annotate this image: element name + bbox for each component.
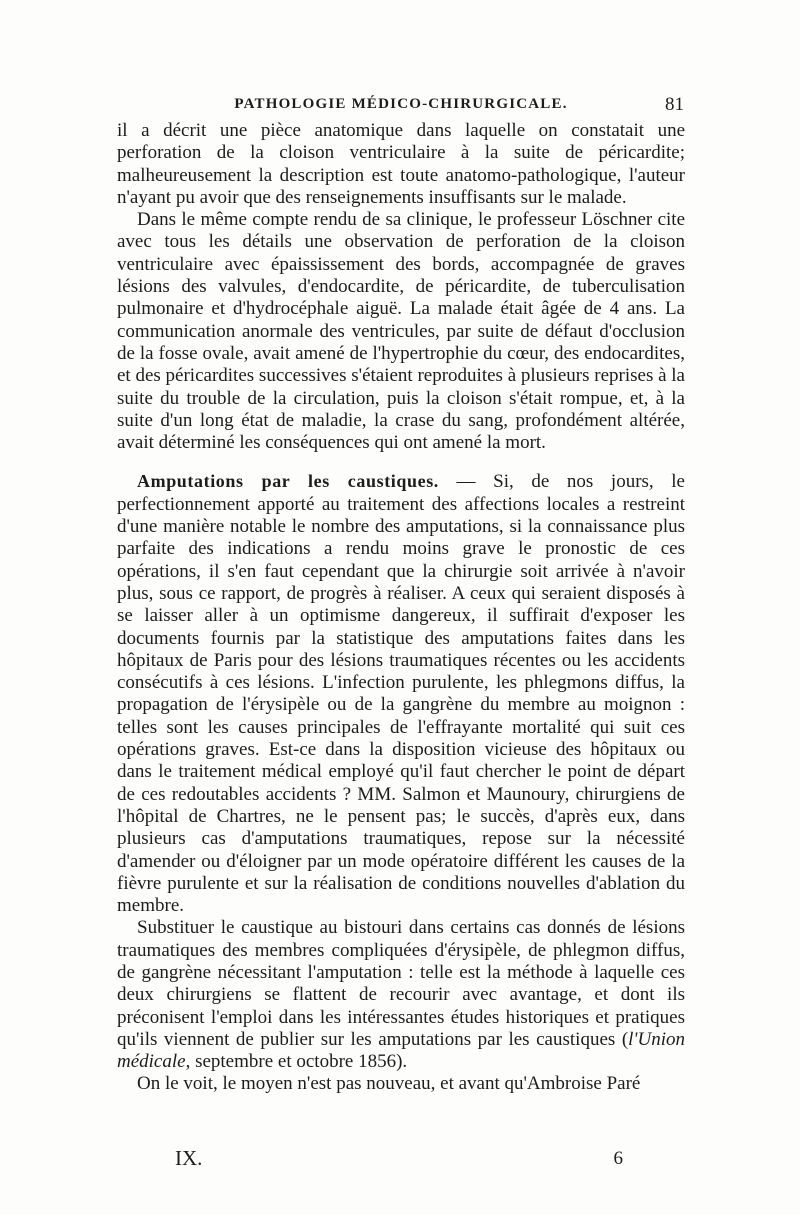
running-head bbox=[118, 96, 684, 122]
section-paragraph bbox=[117, 470, 685, 917]
page-footer bbox=[117, 1146, 685, 1176]
section-heading: Amputations par les caustiques. bbox=[137, 471, 439, 492]
paragraph: il a décrit une pièce anatomique dans laquelle on constatait une perforation de la cloison ventriculaire à la suite de péricardite; malheureusement la description est toute anatomo-pathologique, l'auteur n'ayant pu avoir que des renseignements insuffisants sur le malade. bbox=[117, 120, 685, 208]
journal-citation: l'Union médicale bbox=[117, 1028, 685, 1073]
paragraph-text: Substituer le caustique au bistouri dans certains cas donnés de lésions traumatiques des membres compliquées d'érysipèle, de phlegmon diffus, de gangrène nécessitant l'amputation : telle est la méthode à laquelle ces deux chirurgiens se flattent de recourir avec avantage, et dont ils préconisent l'emploi dans les intéressantes études historiques et pratiques qu'ils viennent de publier sur les amputations par les caustiques ( bbox=[117, 917, 685, 1050]
paragraph bbox=[117, 917, 685, 1073]
paragraph: On le voit, le moyen n'est pas nouveau, et avant qu'Ambroise Paré bbox=[137, 1073, 641, 1095]
running-title: PATHOLOGIE MÉDICO-CHIRURGICALE. bbox=[234, 96, 568, 112]
signature-mark-number: 6 bbox=[613, 1148, 623, 1169]
paragraph-text: Si, de nos jours, le perfectionnement apporté au traitement des affections locales a restreint d'une manière notable le nombre des amputations, si la connaissance plus parfaite des indications a rendu moins grave le pronostic de ces opérations, il s'en faut cependant que la chirurgie soit arrivée à n'avoir plus, sous ce rapport, de progrès à réaliser. A ceux qui seraient disposés à se laisser aller à un optimisme dangereux, il suffirait d'exposer les documents fournis par la statistique des amputations faites dans les hôpitaux de Paris pour des lésions traumatiques récentes ou les accidents consécutifs à ces lésions. L'infection purulente, les phlegmons diffus, la propagation de l'érysipèle ou de la gangrène du membre au moignon : telles sont les causes principales de l'effrayante mortalité qui suit ces opérations graves. Est-ce dans la disposition vicieuse des hôpitaux ou dans le traitement médical employé qu'il faut chercher le point de départ de ces redoutables accidents ? MM. Salmon et Maunoury, chirurgiens de l'hôpital de Chartres, ne le pensent pas; le succès, d'après eux, dans plusieurs cas d'amputations traumatiques, repose sur la nécessité d'amender ou d'éloigner par un mode opératoire différent les causes de la fièvre purulente et sur la réalisation de conditions nouvelles d'ablation du membre. bbox=[117, 471, 685, 917]
body-text bbox=[117, 120, 685, 1096]
em-dash: — bbox=[438, 471, 494, 493]
paragraph: Dans le même compte rendu de sa clinique, le professeur Löschner cite avec tous les détails une observation de perforation de la cloison ventriculaire avec épaississement des bords, accompagnée de graves lésions des valvules, d'endocardite, de péricardite, de tuberculisation pulmonaire et d'hydrocéphale aiguë. La malade était âgée de 4 ans. La communication anormale des ventricules, par suite de défaut d'occlusion de la fosse ovale, avait amené de l'hypertrophie du cœur, des endocardites, et des péricardites successives s'étaient reproduites à plusieurs reprises à la suite du trouble de la circulation, puis la cloison s'était rompue, et, à la suite d'un long état de maladie, la crase du sang, profondément altérée, avait déterminé les conséquences qui ont amené la mort. bbox=[117, 209, 685, 454]
paragraph-text: , septembre et octobre 1856). bbox=[185, 1051, 408, 1073]
page-number: 81 bbox=[665, 94, 684, 115]
signature-mark-roman: IX. bbox=[175, 1146, 203, 1170]
